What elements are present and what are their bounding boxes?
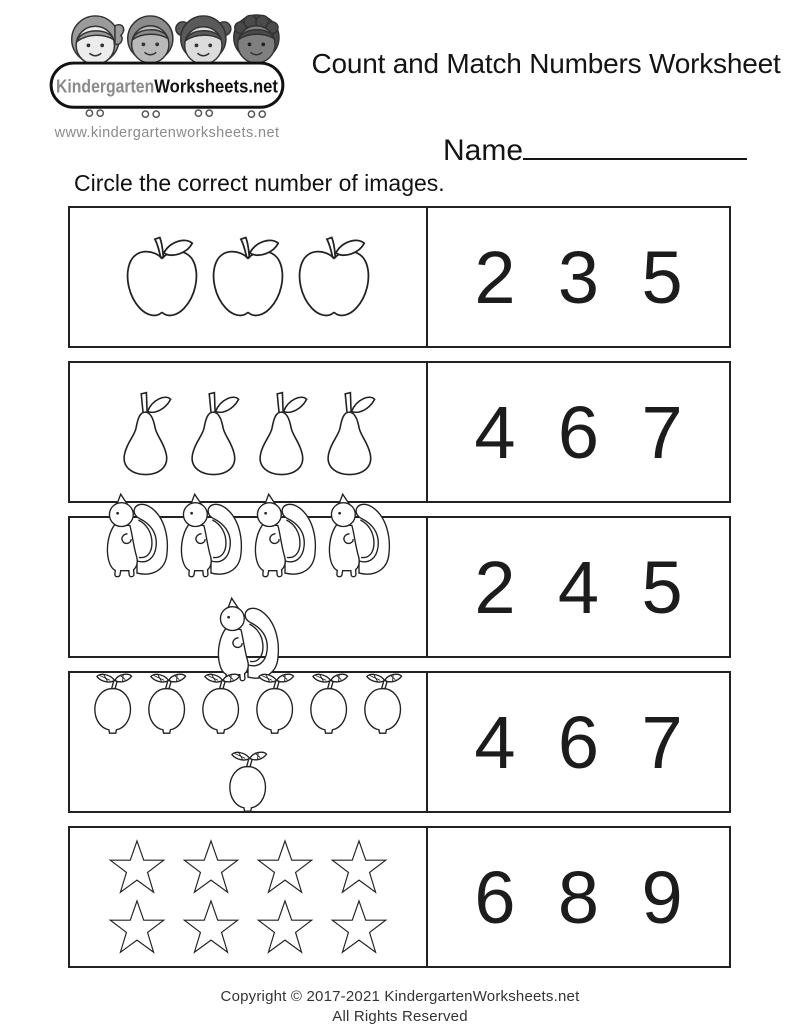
number-choice[interactable]: 4	[474, 390, 516, 474]
kids-feet	[86, 110, 265, 117]
squirrel-image	[103, 484, 171, 586]
copyright-text: Copyright © 2017-2021 KindergartenWorksheets.net	[220, 988, 580, 1005]
kid-avatar-1	[72, 16, 124, 65]
number-choice[interactable]: 6	[557, 700, 600, 784]
star-image	[325, 838, 393, 896]
squirrel-image	[325, 484, 393, 586]
number-choice[interactable]: 8	[557, 855, 600, 939]
number-choices	[428, 828, 729, 966]
apple-image	[208, 232, 288, 322]
apple-image	[122, 232, 202, 322]
kid-avatar-4	[234, 15, 279, 63]
number-choices	[428, 673, 729, 811]
star-image	[325, 898, 393, 956]
images-cell-lemons	[70, 673, 428, 811]
star-image	[103, 838, 171, 896]
worksheet-row	[68, 361, 731, 503]
lemon-image	[224, 743, 272, 819]
pear-image	[319, 384, 381, 480]
lemon-image	[89, 665, 137, 741]
worksheet-row	[68, 671, 731, 813]
number-choice[interactable]: 4	[474, 700, 516, 784]
worksheet-rows	[68, 206, 731, 981]
number-choice[interactable]: 4	[557, 545, 600, 629]
number-choice[interactable]: 9	[641, 855, 683, 939]
number-choices	[428, 208, 729, 346]
squirrel-image	[177, 484, 245, 586]
images-cell-pears	[70, 363, 428, 501]
logo-wordmark: KindergartenWorksheets.net	[56, 75, 278, 97]
instruction-text: Circle the correct number of images.	[74, 170, 445, 196]
apple-image	[294, 232, 374, 322]
name-row	[443, 126, 747, 168]
number-choice[interactable]: 5	[641, 235, 683, 319]
number-choices	[428, 518, 729, 656]
name-input-line[interactable]	[523, 126, 747, 160]
number-choice[interactable]: 6	[474, 855, 516, 939]
lemon-image	[251, 665, 299, 741]
kid-avatar-2	[128, 16, 173, 63]
lemon-image	[359, 665, 407, 741]
name-label: Name	[443, 134, 524, 167]
footer	[0, 987, 800, 1028]
number-choices	[428, 363, 729, 501]
logo	[46, 12, 288, 141]
number-choice[interactable]: 6	[557, 390, 600, 474]
pear-image	[251, 384, 313, 480]
number-choice[interactable]: 7	[641, 390, 683, 474]
images-cell-stars	[70, 828, 428, 966]
logo-kids-illustration	[46, 12, 288, 122]
star-image	[251, 838, 319, 896]
star-image	[177, 838, 245, 896]
page-title: Count and Match Numbers Worksheet	[311, 48, 781, 79]
worksheet-row	[68, 826, 731, 968]
rights-text: All Rights Reserved	[332, 1008, 468, 1026]
worksheet-row	[68, 516, 731, 658]
star-image	[177, 898, 245, 956]
images-cell-squirrels	[70, 518, 428, 656]
number-choice[interactable]: 2	[474, 545, 516, 629]
lemon-image	[197, 665, 245, 741]
number-choice[interactable]: 2	[474, 235, 516, 319]
pear-image	[115, 384, 177, 480]
number-choice[interactable]: 3	[557, 235, 600, 319]
star-image	[251, 898, 319, 956]
pear-image	[183, 384, 245, 480]
star-image	[103, 898, 171, 956]
images-cell-apples	[70, 208, 428, 346]
lemon-image	[305, 665, 353, 741]
kid-avatar-3	[176, 16, 231, 64]
number-choice[interactable]: 7	[641, 700, 683, 784]
lemon-image	[143, 665, 191, 741]
number-choice[interactable]: 5	[641, 545, 683, 629]
website-url: www.kindergartenworksheets.net	[54, 125, 280, 141]
worksheet-row	[68, 206, 731, 348]
squirrel-image	[251, 484, 319, 586]
